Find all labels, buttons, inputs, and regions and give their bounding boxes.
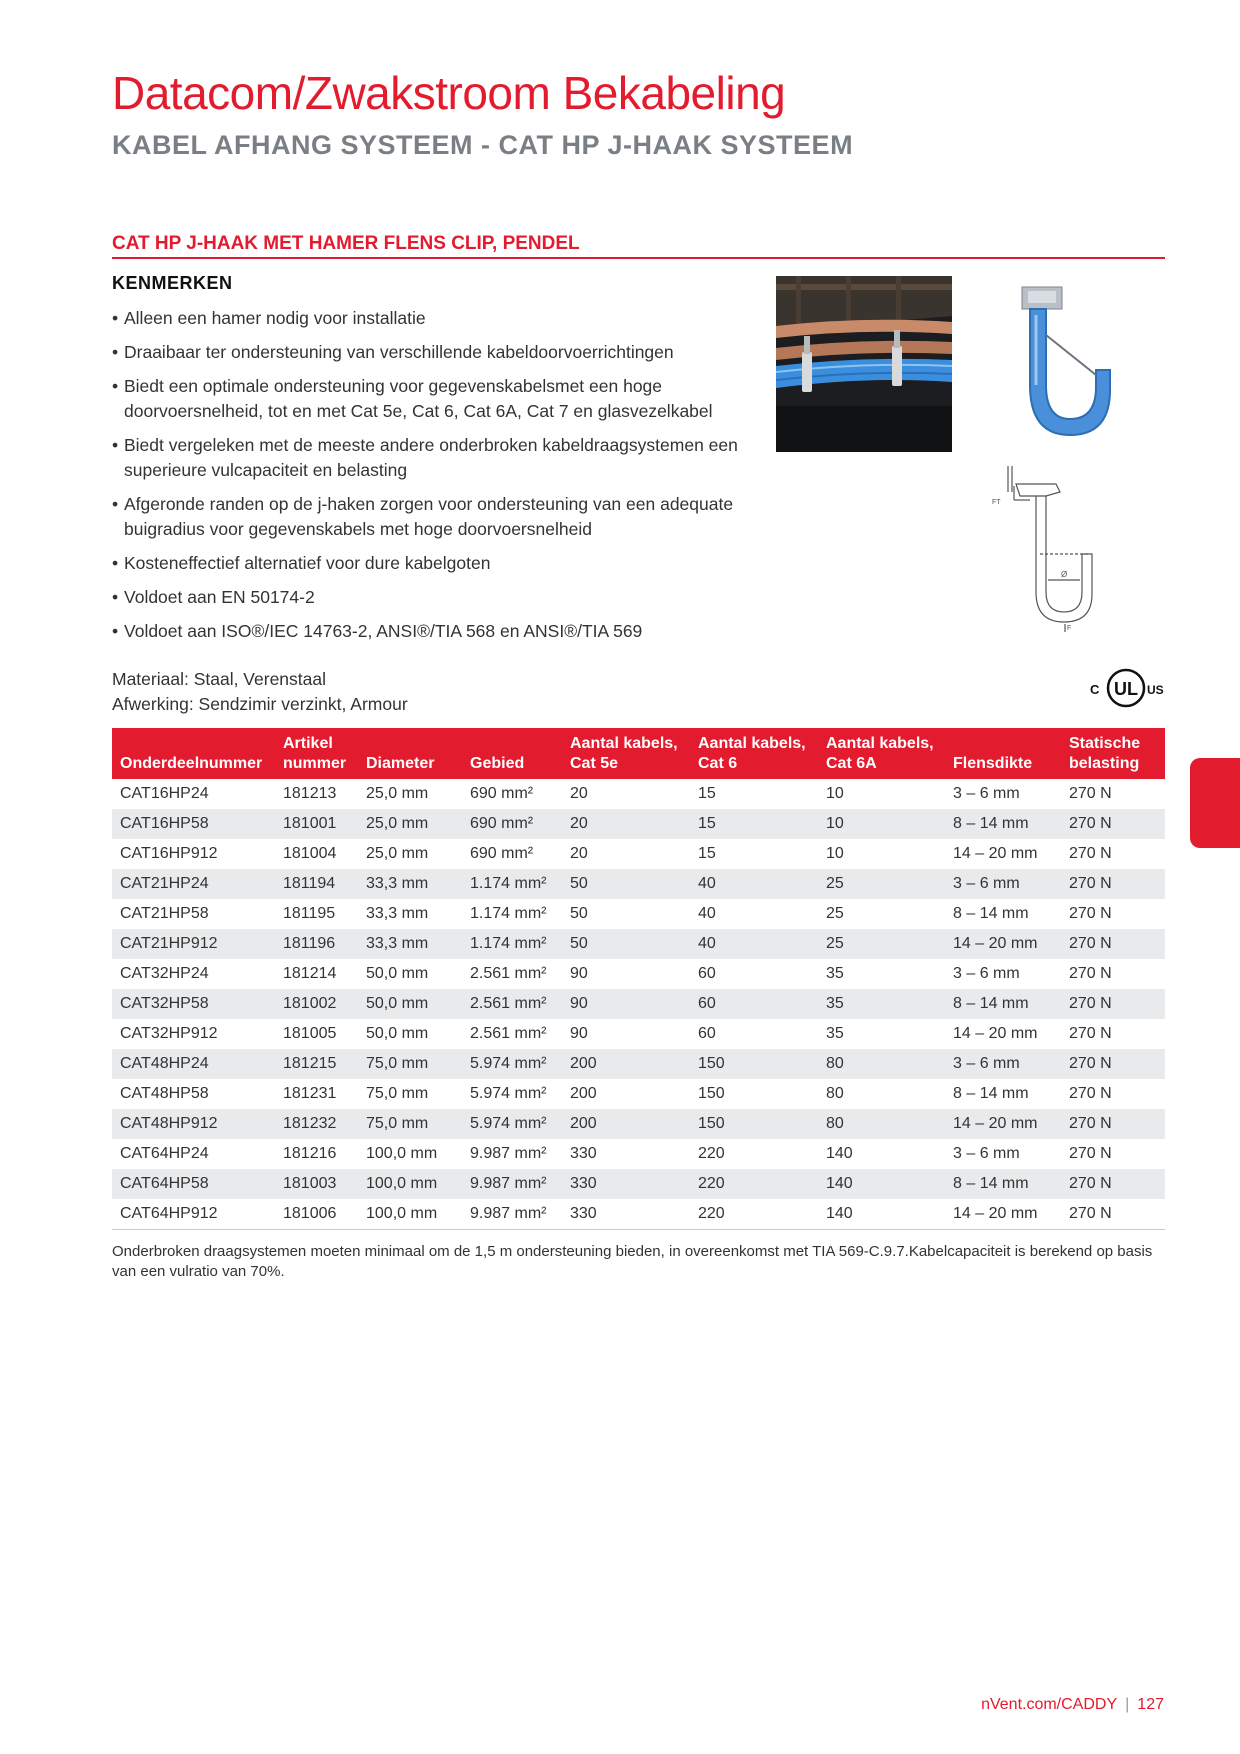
page-subtitle: KABEL AFHANG SYSTEEM - CAT HP J-HAAK SYSTEEM — [112, 130, 854, 160]
table-cell: 40 — [698, 905, 716, 922]
features-heading: KENMERKEN — [112, 273, 233, 293]
table-cell: CAT64HP912 — [112, 1199, 275, 1230]
table-row — [112, 779, 1165, 809]
ul-text: UL — [1114, 679, 1138, 699]
column-header-line: Diameter — [366, 755, 435, 772]
table-cell: 270 N — [1069, 1025, 1112, 1042]
table-cell: 270 N — [1069, 785, 1112, 802]
column-header — [275, 728, 358, 779]
table-cell: 181232 — [275, 1109, 358, 1139]
table-body — [112, 779, 1165, 1230]
table-cell: 33,3 mm — [358, 929, 462, 959]
table-cell: 75,0 mm — [358, 1109, 462, 1139]
page-title: Datacom/Zwakstroom Bekabeling — [112, 67, 786, 119]
feature-item: • Biedt een optimale ondersteuning voor gegevenskabelsmet een hoge doorvoersnelheid, tot en met Cat 5e, Cat 6, Cat 6A, Cat 7 en glasvezelkabel — [112, 374, 752, 424]
table-cell: 80 — [818, 1109, 945, 1139]
table-cell: 90 — [570, 965, 588, 982]
table-cell: 140 — [818, 1169, 945, 1199]
table-cell: 35 — [826, 1025, 844, 1042]
table-cell: 8 – 14 mm — [945, 989, 1061, 1019]
features-list — [112, 306, 752, 653]
column-header-line: Cat 5e — [570, 755, 619, 772]
table-cell: 14 – 20 mm — [945, 929, 1061, 959]
installation-photo — [776, 276, 952, 452]
table-row — [112, 959, 1165, 989]
feature-item: • Voldoet aan EN 50174-2 — [112, 585, 752, 610]
table-cell: 220 — [690, 1199, 818, 1230]
table-cell: 20 — [570, 845, 588, 862]
table-cell: 15 — [690, 809, 818, 839]
table-cell: 50 — [562, 929, 690, 959]
table-row — [112, 1109, 1165, 1139]
table-cell: 20 — [570, 785, 588, 802]
table-row — [112, 1169, 1165, 1199]
column-header-line: Gebied — [470, 755, 525, 772]
table-cell: 181006 — [275, 1199, 358, 1230]
column-header-line: Onderdeelnummer — [120, 755, 263, 772]
table-cell: CAT32HP24 — [120, 965, 209, 982]
table-cell: 150 — [690, 1109, 818, 1139]
table-cell: CAT64HP58 — [112, 1169, 275, 1199]
column-header-line: Flensdikte — [953, 755, 1033, 772]
table-cell: 33,3 mm — [366, 905, 429, 922]
table-row — [112, 1019, 1165, 1049]
table-cell: 9.987 mm² — [462, 1169, 562, 1199]
table-cell: 270 N — [1061, 1049, 1165, 1079]
table-cell: CAT48HP912 — [112, 1109, 275, 1139]
table-cell: 10 — [818, 809, 945, 839]
table-cell: 270 N — [1061, 1169, 1165, 1199]
table-cell: 220 — [690, 1169, 818, 1199]
table-cell: 25,0 mm — [358, 809, 462, 839]
table-cell: 150 — [698, 1085, 725, 1102]
table-cell: 181196 — [275, 929, 358, 959]
table-cell: CAT48HP24 — [112, 1049, 275, 1079]
table-cell: 690 mm² — [470, 845, 534, 862]
table-cell: 2.561 mm² — [462, 989, 562, 1019]
table-cell: 40 — [690, 929, 818, 959]
table-cell: 14 – 20 mm — [945, 1199, 1061, 1230]
ul-c-text: C — [1090, 682, 1100, 697]
column-header — [818, 728, 945, 779]
table-cell: 14 – 20 mm — [953, 845, 1038, 862]
table-row — [112, 1079, 1165, 1109]
table-cell: 690 mm² — [462, 809, 562, 839]
material-info — [112, 667, 408, 717]
table-header-row — [112, 728, 1165, 779]
table-cell: 270 N — [1069, 1145, 1112, 1162]
table-cell: 690 mm² — [470, 785, 534, 802]
section-divider — [112, 257, 1165, 259]
column-header — [462, 728, 562, 779]
table-cell: 181215 — [275, 1049, 358, 1079]
table-cell: 50 — [570, 905, 588, 922]
table-cell: CAT64HP24 — [120, 1145, 209, 1162]
table-cell: 25 — [818, 869, 945, 899]
table-cell: CAT21HP912 — [112, 929, 275, 959]
table-cell: 25 — [826, 905, 844, 922]
table-cell: 15 — [698, 785, 716, 802]
table-cell: 181194 — [275, 869, 358, 899]
table-cell: 181214 — [283, 965, 337, 982]
column-header-line: Artikel — [283, 735, 333, 752]
table-cell: 3 – 6 mm — [953, 965, 1020, 982]
column-header-line: belasting — [1069, 755, 1140, 772]
table-cell: 220 — [698, 1145, 725, 1162]
table-cell: 330 — [570, 1145, 597, 1162]
table-cell: 100,0 mm — [358, 1169, 462, 1199]
table-cell: CAT32HP912 — [120, 1025, 218, 1042]
table-row — [112, 869, 1165, 899]
table-cell: 80 — [818, 1049, 945, 1079]
table-cell: 15 — [698, 845, 716, 862]
table-cell: 5.974 mm² — [470, 1085, 547, 1102]
ft-label: FT — [992, 499, 1001, 506]
table-cell: 20 — [562, 809, 690, 839]
table-cell: 270 N — [1061, 809, 1165, 839]
table-cell: 8 – 14 mm — [945, 1169, 1061, 1199]
column-header-line: Cat 6A — [826, 755, 877, 772]
table-footnote: Onderbroken draagsystemen moeten minimaal om de 1,5 m ondersteuning bieden, in overeenkomst met TIA 569-C.9.7.Kabelcapaciteit is berekend op basis van een vulratio van 70%. — [112, 1243, 1153, 1280]
table-cell: CAT16HP24 — [120, 785, 209, 802]
table-cell: 270 N — [1061, 869, 1165, 899]
table-cell: 60 — [690, 989, 818, 1019]
table-cell: 181216 — [283, 1145, 337, 1162]
ul-us-text: US — [1147, 683, 1164, 697]
finish-text: Afwerking: Sendzimir verzinkt, Armour — [112, 694, 408, 714]
table-cell: 270 N — [1061, 1199, 1165, 1230]
table-cell: 90 — [562, 989, 690, 1019]
table-cell: 1.174 mm² — [462, 929, 562, 959]
table-cell: 200 — [570, 1085, 597, 1102]
table-row — [112, 1139, 1165, 1169]
table-cell: 150 — [690, 1049, 818, 1079]
table-cell: 14 – 20 mm — [945, 1109, 1061, 1139]
section-side-tab — [1190, 758, 1240, 848]
feature-item: • Kosteneffectief alternatief voor dure kabelgoten — [112, 551, 752, 576]
table-cell: 75,0 mm — [366, 1085, 429, 1102]
table-cell: 10 — [826, 785, 844, 802]
table-cell: 270 N — [1061, 1109, 1165, 1139]
table-cell: 8 – 14 mm — [953, 905, 1029, 922]
table-cell: 5.974 mm² — [462, 1049, 562, 1079]
table-cell: 90 — [570, 1025, 588, 1042]
technical-drawing — [986, 462, 1116, 632]
table-cell: 3 – 6 mm — [945, 1049, 1061, 1079]
table-cell: 5.974 mm² — [462, 1109, 562, 1139]
table-cell: 181004 — [283, 845, 337, 862]
table-row — [112, 1049, 1165, 1079]
table-cell: 181213 — [283, 785, 337, 802]
table-row — [112, 989, 1165, 1019]
footer-url[interactable]: nVent.com/CADDY — [981, 1696, 1118, 1713]
column-header — [945, 728, 1061, 779]
table-cell: CAT21HP24 — [112, 869, 275, 899]
table-cell: 2.561 mm² — [470, 1025, 547, 1042]
table-cell: 8 – 14 mm — [953, 1085, 1029, 1102]
column-header — [690, 728, 818, 779]
table-cell: 75,0 mm — [358, 1049, 462, 1079]
table-cell: 1.174 mm² — [470, 905, 547, 922]
table-cell: 270 N — [1061, 929, 1165, 959]
table-cell: 200 — [562, 1109, 690, 1139]
column-header-line: Aantal kabels, — [570, 735, 678, 752]
table-cell: 60 — [698, 965, 716, 982]
table-cell: 9.987 mm² — [470, 1145, 547, 1162]
table-row — [112, 929, 1165, 959]
table-cell: 25,0 mm — [366, 845, 429, 862]
table-cell: 100,0 mm — [366, 1145, 438, 1162]
column-header-line: Aantal kabels, — [826, 735, 934, 752]
table-cell: 330 — [562, 1199, 690, 1230]
table-cell: 100,0 mm — [358, 1199, 462, 1230]
column-header — [1061, 728, 1165, 779]
table-cell: 40 — [690, 869, 818, 899]
j-hook-product-image — [1000, 285, 1120, 445]
column-header — [358, 728, 462, 779]
table-cell: CAT21HP58 — [120, 905, 209, 922]
table-cell: 270 N — [1061, 989, 1165, 1019]
table-cell: 10 — [826, 845, 844, 862]
table-cell: 200 — [562, 1049, 690, 1079]
table-cell: 181005 — [283, 1025, 337, 1042]
table-cell: 181001 — [275, 809, 358, 839]
column-header-line: Cat 6 — [698, 755, 738, 772]
table-cell: 270 N — [1069, 845, 1112, 862]
table-row — [112, 1199, 1165, 1230]
page-number: 127 — [1137, 1696, 1164, 1713]
table-cell: 33,3 mm — [358, 869, 462, 899]
footer-separator: | — [1125, 1696, 1130, 1713]
table-cell: 270 N — [1069, 1085, 1112, 1102]
table-cell: 3 – 6 mm — [953, 1145, 1020, 1162]
diameter-label: Ø — [1061, 570, 1068, 579]
table-cell: CAT16HP912 — [120, 845, 218, 862]
table-cell: CAT32HP58 — [112, 989, 275, 1019]
feature-item: • Voldoet aan ISO®/IEC 14763-2, ANSI®/TIA 568 en ANSI®/TIA 569 — [112, 619, 752, 644]
table-cell: 50,0 mm — [366, 965, 429, 982]
table-row — [112, 899, 1165, 929]
table-cell: 14 – 20 mm — [953, 1025, 1038, 1042]
table-cell: CAT48HP58 — [120, 1085, 209, 1102]
column-header-line: Aantal kabels, — [698, 735, 806, 752]
table-cell: 181231 — [283, 1085, 337, 1102]
table-cell: 181195 — [283, 905, 336, 922]
table-cell: 25 — [818, 929, 945, 959]
column-header-line: nummer — [283, 755, 347, 772]
column-header — [562, 728, 690, 779]
table-cell: 3 – 6 mm — [953, 785, 1020, 802]
table-cell: CAT16HP58 — [112, 809, 275, 839]
column-header — [112, 728, 275, 779]
table-row — [112, 839, 1165, 869]
table-cell: 80 — [826, 1085, 844, 1102]
table-cell: 330 — [562, 1169, 690, 1199]
table-cell: 35 — [818, 989, 945, 1019]
table-cell: 35 — [826, 965, 844, 982]
f-label: F — [1067, 625, 1072, 632]
feature-item: • Afgeronde randen op de j-haken zorgen voor ondersteuning van een adequate buigradius voor gegevenskabels met hoge doorvoersnelheid — [112, 492, 752, 542]
table-row — [112, 809, 1165, 839]
table-cell: 50,0 mm — [366, 1025, 429, 1042]
table-cell: 2.561 mm² — [470, 965, 547, 982]
product-title: CAT HP J-HAAK MET HAMER FLENS CLIP, PENDEL — [112, 233, 580, 254]
specification-table — [112, 728, 1165, 1230]
table-cell: 8 – 14 mm — [945, 809, 1061, 839]
material-text: Materiaal: Staal, Verenstaal — [112, 669, 327, 689]
table-cell: 140 — [826, 1145, 853, 1162]
table-cell: 181003 — [275, 1169, 358, 1199]
page-footer — [981, 1696, 1164, 1714]
table-cell: 270 N — [1069, 965, 1112, 982]
table-cell: 9.987 mm² — [462, 1199, 562, 1230]
feature-item: • Biedt vergeleken met de meeste andere onderbroken kabeldraagsystemen een superieure vulcapaciteit en belasting — [112, 433, 752, 483]
table-cell: 270 N — [1069, 905, 1112, 922]
feature-item: • Draaibaar ter ondersteuning van verschillende kabeldoorvoerrichtingen — [112, 340, 752, 365]
feature-item: • Alleen een hamer nodig voor installatie — [112, 306, 752, 331]
table-cell: 50 — [562, 869, 690, 899]
table-cell: 50,0 mm — [358, 989, 462, 1019]
table-cell: 181002 — [275, 989, 358, 1019]
table-cell: 3 – 6 mm — [945, 869, 1061, 899]
table-cell: 1.174 mm² — [462, 869, 562, 899]
ul-certification-logo — [1090, 666, 1166, 710]
table-cell: 140 — [818, 1199, 945, 1230]
table-cell: 25,0 mm — [366, 785, 429, 802]
column-header-line: Statische — [1069, 735, 1141, 752]
table-cell: 60 — [698, 1025, 716, 1042]
